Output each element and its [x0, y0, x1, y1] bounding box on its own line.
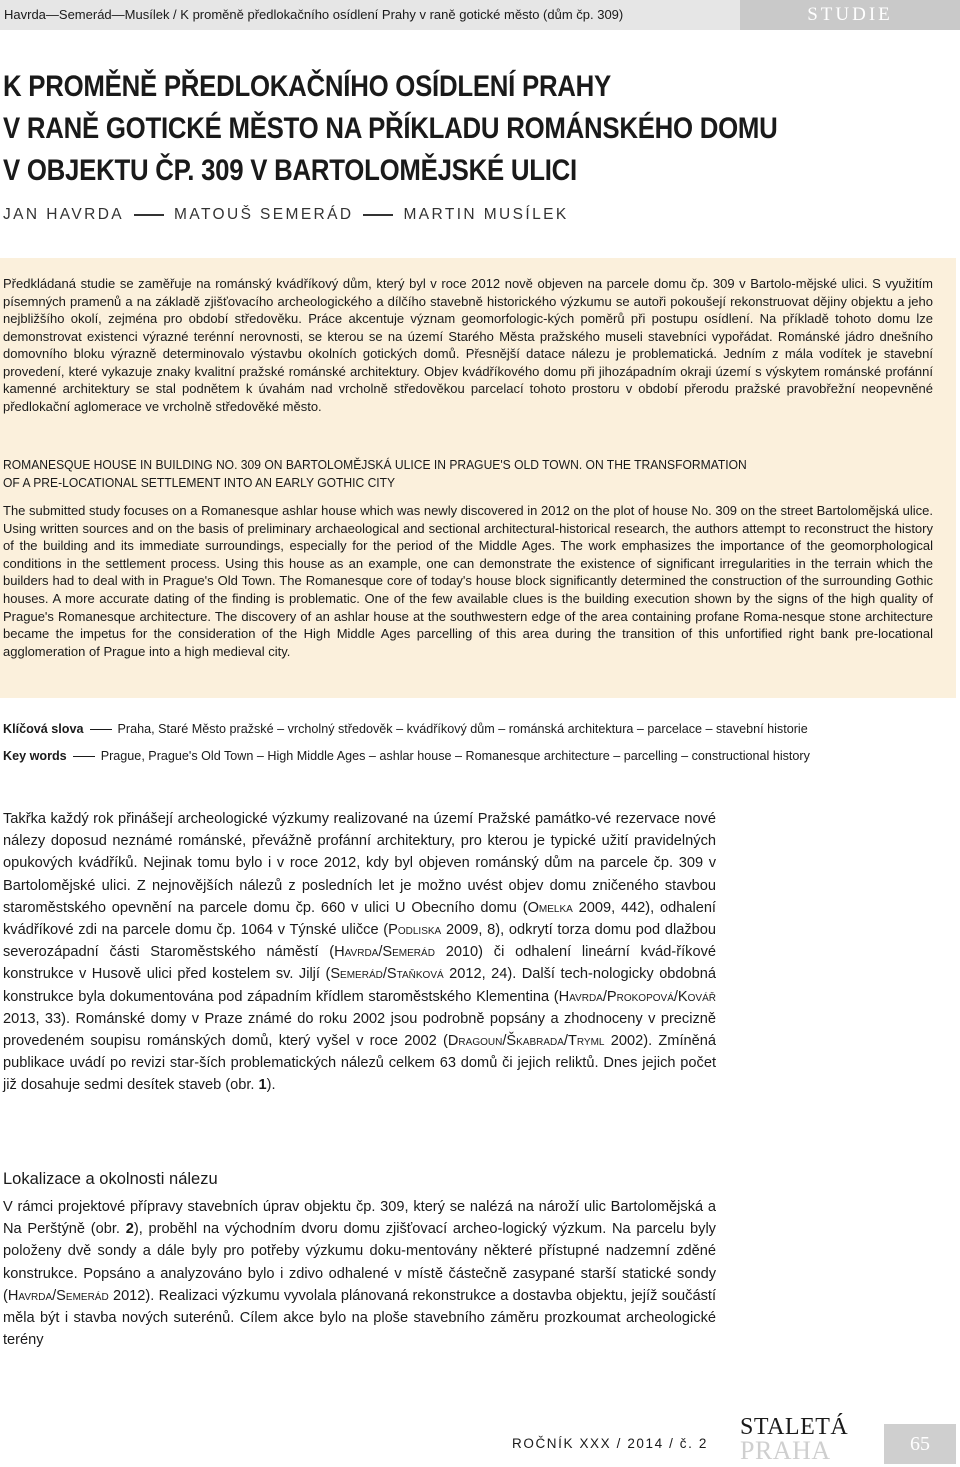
citation: Havrda/Prokopová/Kovář	[558, 988, 716, 1005]
article-title-line: K PROMĚNĚ PŘEDLOKAČNÍHO OSÍDLENÍ PRAHY	[3, 70, 612, 103]
author-separator	[363, 214, 393, 216]
keywords-czech-items: Praha, Staré Město pražské – vrcholný středověk – kvádříkový dům – románská architektura – parcelace – stavební historie	[117, 722, 808, 736]
article-title-line: V OBJEKTU ČP. 309 V BARTOLOMĚJSKÉ ULICI	[3, 154, 577, 187]
abstract-english-title-line: OF A PRE-LOCATIONAL SETTLEMENT INTO AN EARLY GOTHIC CITY	[3, 475, 396, 490]
body-text-run: 2010) či odhalení lineární kvád-říkové konstrukce v Husově ulici před kostelem sv. Jiljí (	[3, 944, 716, 983]
section-heading: Lokalizace a okolnosti nálezu	[3, 1170, 218, 1188]
abstract-english: The submitted study focuses on a Romanesque ashlar house which was newly discovered in 2012 on the plot of house No. 309 on the street Bartolomějská ulice. Using written sources and on the basis of preliminary archaeological and sectional architectural-historical research, the authors attempt to reconstruct the history of the building and its immediate surroundings, especially for the period of the Middle Ages. The work emphasizes the importance of the geomorphological conditions in the settlement process. Using this house as an example, one can demonstrate the existence of significant irregularities in the terrain which the builders had to deal with in Prague's Old Town. The Romanesque core of today's house block significantly determined the construction of the surrounding Gothic houses. A more accurate dating of the finding is problematic. One of the few available clues is the building execution shown by the signs of the high quality of Prague's Romanesque architecture. The discovery of an ashlar house at the southwestern edge of the area containing profane Roma-nesque stone architecture became the impetus for the consideration of the High Middle Ages parcelling of this area during the transition of this unfortified right bank pre-locational agglomeration of Prague into a high medieval city.	[3, 503, 933, 659]
keywords-english	[3, 747, 953, 765]
abstract-english-title	[3, 456, 933, 492]
body-text-run: 2012). Realizaci výzkumu vyvolala plánovaná rekonstrukce a dostavba objektu, jejíž součástí měla být i stavba nových suterénů. Cílem akce bylo na ploše stavebního záměru prozkoumat archeologické terény	[3, 1287, 716, 1349]
body-text-run: Takřka každý rok přinášejí archeologické výzkumy realizované na území Pražské památko-vé rezervace nové nálezy doposud neznámé románské, převážně profánní architektury, pro kterou je typické užití pravidelných opukových kvádříků. Nejinak tomu bylo i v roce 2012, kdy byl objeven románský dům na parcele čp. 309 v Bartolomějské ulici. Z nejnovějších nálezů z posledních let je možno uvést objev domu zničeného stavbou staroměstského opevnění na parcele domu čp. 660 v ulici U Obecního domu (	[3, 811, 716, 916]
page-number: 65	[884, 1424, 956, 1464]
citation: Podliska	[388, 922, 442, 939]
keywords-dash	[73, 756, 95, 757]
body-text-run: 2013, 33). Románské domy v Praze známé do roku 2002 jsou podrobně popsány a zhodnoceny v precizně provedeném soupisu románských domů, který vyšel v roce 2002 (	[3, 1010, 716, 1050]
journal-logo-bottom: PRAHA	[740, 1436, 831, 1465]
body-text-run: ).	[266, 1077, 276, 1094]
author-name: MARTIN MUSÍLEK	[403, 206, 569, 223]
keywords-dash	[90, 729, 112, 730]
issue-info: ROČNÍK XXX / 2014 / č. 2	[512, 1436, 708, 1451]
abstract-czech: Předkládaná studie se zaměřuje na románský kvádříkový dům, který byl v roce 2012 nově objeven na parcele domu čp. 309 v Bartolo-mějské ulici. S využitím písemných pramenů a na základě zjišťovacího archeologického a dílčího stavebně historického výzkumu se autoři pokoušejí rekonstruovat dějiny objektu a jeho nejbližšího okolí, zejména pro období středověku. Práce akcentuje význam geomorfologic-kých poměrů při postupu osídlení. Na příkladě tohoto domu lze demonstrovat existenci výrazné terénní nerovnosti, se kterou se na území Starého Města pražského museli stavebníci vypořádat. Románské jádro dnešního domovního bloku výrazně determinovalo výstavbu okolních gotických domů. Přesnější datace nálezu je problematická. Jedním z mála vodítek je stavební provedení, které vykazuje znaky kvalitní pražské románské architektury. Objev kvádříkového domu při jihozápadním okraji území s výskytem románské profánní kamenné architektury se stal podnětem k úvahám nad vrcholně středověkou parcelací tohoto prostoru v období přerodu pražské pravobřežní neopevněné předlokační aglomerace ve vrcholně středověké město.	[3, 276, 933, 414]
article-title	[3, 66, 940, 192]
citation: Havrda/Semerád	[7, 1287, 109, 1304]
figure-reference[interactable]: 1	[258, 1077, 267, 1094]
keywords-czech-label: Klíčová slova	[3, 722, 84, 736]
body-text-run: V rámci projektové přípravy stavebních úprav objektu čp. 309, který se nalézá na nároží ulic Bartolomějská a Na Perštýně (obr.	[3, 1199, 716, 1238]
citation: Omelka	[527, 899, 573, 916]
citation: Semerád/Staňková	[330, 966, 444, 983]
keywords-english-items: Prague, Prague's Old Town – High Middle Ages – ashlar house – Romanesque architecture – parcelling – constructional history	[100, 749, 810, 763]
body-text-run: 2009, 442), odhalení kvádříkové zdi na parcele domu čp. 1064 v Týnské uličce (	[3, 899, 716, 939]
author-name: JAN HAVRDA	[3, 206, 125, 223]
journal-logo	[740, 1414, 849, 1465]
running-header	[0, 0, 960, 30]
author-separator	[134, 214, 164, 216]
body-text-run: 2012, 24). Další tech-nologicky obdobná konstrukce byla dokumentována pod západním křídlem staroměstského Klementina (	[3, 966, 717, 1005]
figure-reference[interactable]: 2	[125, 1221, 134, 1238]
body-paragraph-intro	[3, 808, 716, 1097]
citation: Dragoun/Škabrada/Tryml	[447, 1033, 605, 1050]
body-text-run: ), proběhl na východním dvoru domu zjišťovací archeo-logický výzkum. Na parcelu byly položeny dvě sondy a dále byly pro potřeby výzkumu doku-mentovány některé přístupné nadzemní zděné konstrukce. Popsáno a analyzováno bylo i zdivo odhalené v místě částečně zasypané starší statické sondy (	[3, 1221, 716, 1304]
journal-logo-top: STALETÁ	[740, 1414, 849, 1440]
citation: Havrda/Semerád	[334, 944, 435, 961]
keywords-czech	[3, 720, 953, 738]
author-list	[3, 206, 569, 224]
body-paragraph-location	[3, 1196, 716, 1351]
article-title-line: V RANĚ GOTICKÉ MĚSTO NA PŘÍKLADU ROMÁNSKÉHO DOMU	[3, 112, 778, 145]
author-name: MATOUŠ SEMERÁD	[174, 206, 354, 223]
body-text-run: 2009, 8), odkrytí torza domu pod dlažbou severozápadní části Staroměstského náměstí (	[3, 922, 716, 961]
section-label: STUDIE	[740, 0, 960, 30]
abstract-english-title-line: ROMANESQUE HOUSE IN BUILDING NO. 309 ON BARTOLOMĚJSKÁ ULICE IN PRAGUE'S OLD TOWN. ON THE TRANSFORMATION	[3, 457, 747, 472]
keywords-english-label: Key words	[3, 749, 67, 763]
body-text-run: 2002). Zmíněná publikace uvádí po revizi star-ších problematických nálezů celkem 63 domů či jejich reliktů. Dnes jejich počet již dosahuje sedmi desítek staveb (obr.	[3, 1033, 716, 1094]
running-title: Havrda—Semerád—Musílek / K proměně předlokačního osídlení Prahy v raně gotické město (dům čp. 309)	[0, 0, 740, 30]
